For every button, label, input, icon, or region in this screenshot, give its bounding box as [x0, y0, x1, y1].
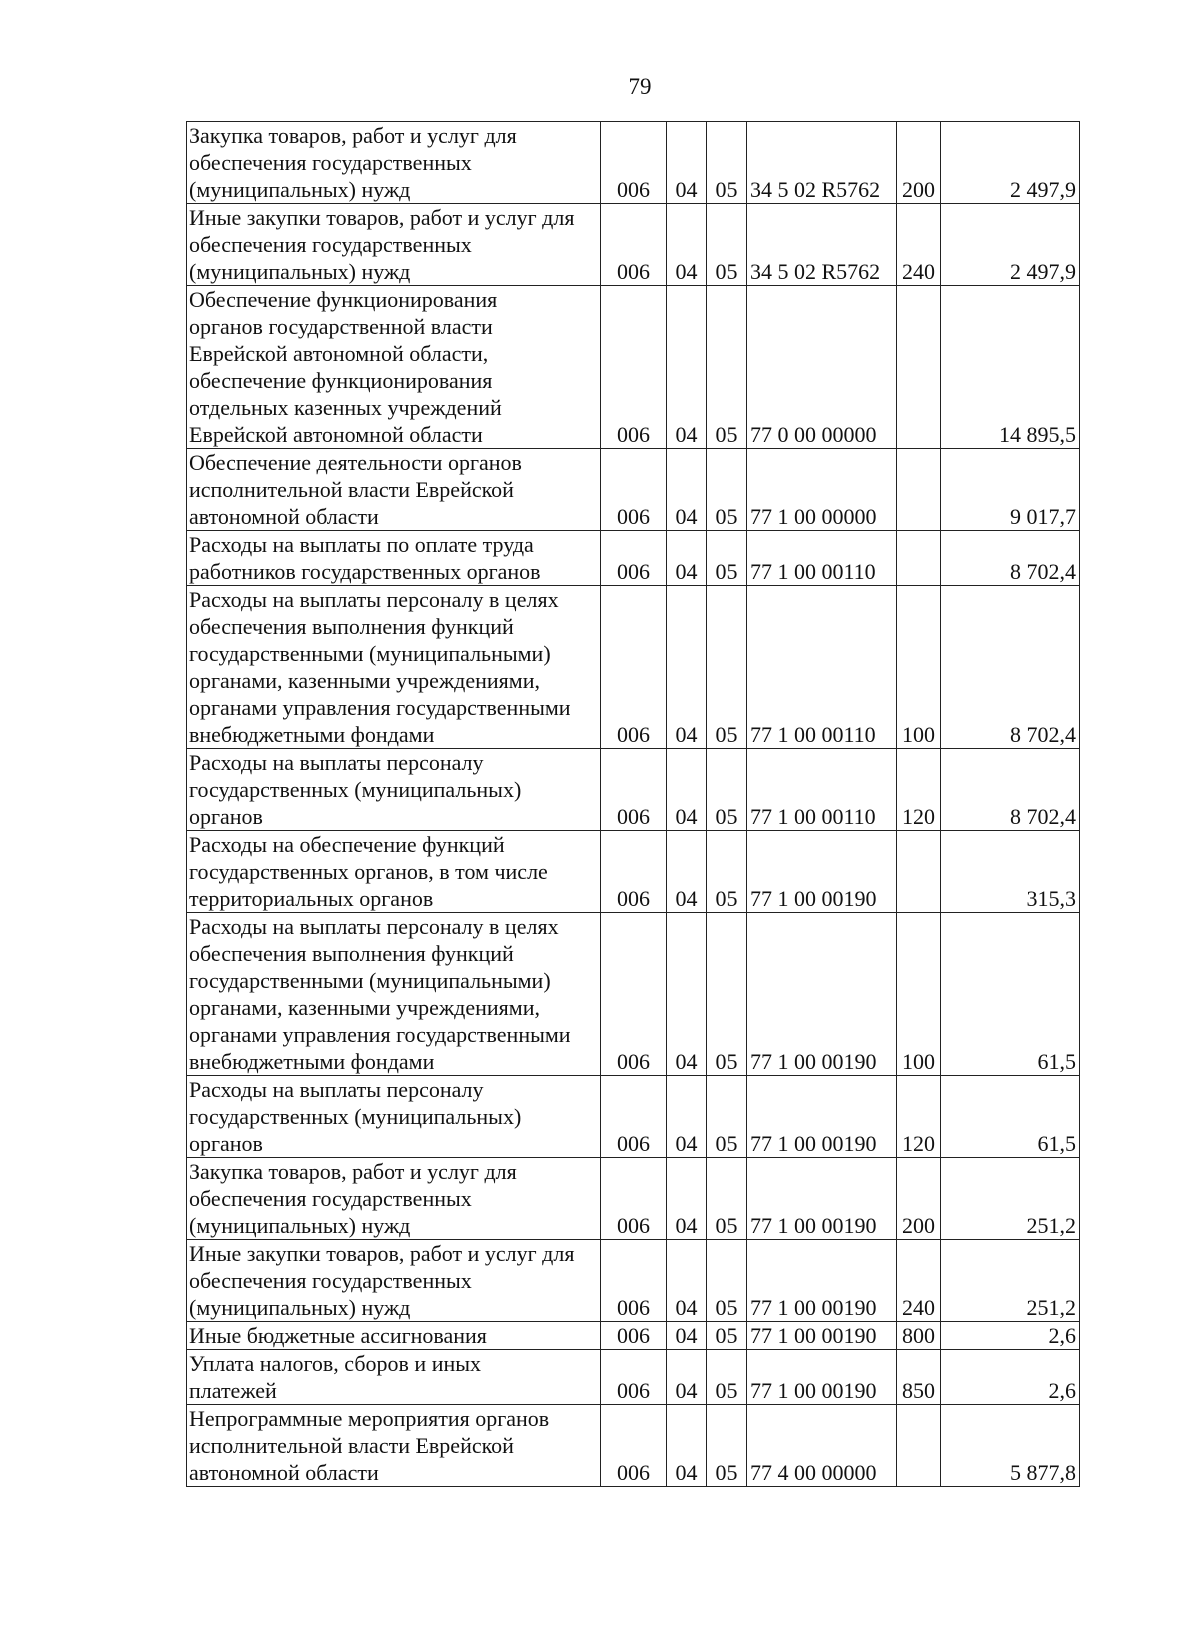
target-article-cell: 77 1 00 00190: [747, 1350, 897, 1405]
subsection-code-cell: 05: [707, 913, 747, 1076]
subsection-code-cell: 05: [707, 204, 747, 286]
item-name-line: Иные закупки товаров, работ и услуг для: [189, 1241, 575, 1266]
item-name-line: исполнительной власти Еврейской: [189, 477, 514, 502]
amount-cell: 2 497,9: [941, 204, 1080, 286]
ministry-code-cell: 006: [601, 749, 667, 831]
expense-type-cell: 100: [897, 913, 941, 1076]
item-name-cell: [187, 204, 601, 286]
table-row: [187, 1322, 1080, 1350]
item-name-cell: [187, 831, 601, 913]
expense-type-cell: 120: [897, 749, 941, 831]
item-name-cell: [187, 1076, 601, 1158]
section-code-cell: 04: [667, 1076, 707, 1158]
item-name-cell: [187, 1240, 601, 1322]
item-name-cell: [187, 286, 601, 449]
amount-cell: 8 702,4: [941, 586, 1080, 749]
table-row: [187, 831, 1080, 913]
item-name-line: внебюджетными фондами: [189, 722, 435, 747]
table-row: [187, 1158, 1080, 1240]
table-row: [187, 749, 1080, 831]
expense-type-cell: 200: [897, 122, 941, 204]
ministry-code-cell: 006: [601, 449, 667, 531]
table-row: [187, 1405, 1080, 1487]
ministry-code-cell: 006: [601, 1240, 667, 1322]
item-name-line: обеспечения государственных: [189, 150, 472, 175]
target-article-cell: 77 1 00 00190: [747, 1240, 897, 1322]
expense-type-cell: 240: [897, 1240, 941, 1322]
section-code-cell: 04: [667, 1158, 707, 1240]
ministry-code-cell: 006: [601, 831, 667, 913]
target-article-cell: 77 0 00 00000: [747, 286, 897, 449]
table-row: [187, 531, 1080, 586]
expense-type-cell: 100: [897, 586, 941, 749]
item-name-line: исполнительной власти Еврейской: [189, 1433, 514, 1458]
item-name-line: обеспечение функционирования: [189, 368, 493, 393]
item-name-line: Иные бюджетные ассигнования: [189, 1323, 487, 1348]
subsection-code-cell: 05: [707, 1240, 747, 1322]
item-name-line: (муниципальных) нужд: [189, 1213, 411, 1238]
item-name-line: обеспечения государственных: [189, 1186, 472, 1211]
target-article-cell: 77 1 00 00110: [747, 531, 897, 586]
subsection-code-cell: 05: [707, 286, 747, 449]
item-name-cell: [187, 1405, 601, 1487]
target-article-cell: 77 1 00 00110: [747, 586, 897, 749]
section-code-cell: 04: [667, 831, 707, 913]
section-code-cell: 04: [667, 122, 707, 204]
item-name-line: Расходы на выплаты по оплате труда: [189, 532, 534, 557]
expense-type-cell: [897, 286, 941, 449]
amount-cell: 14 895,5: [941, 286, 1080, 449]
target-article-cell: 77 1 00 00000: [747, 449, 897, 531]
table-row: [187, 1240, 1080, 1322]
budget-table: [186, 121, 1080, 1487]
table-row: [187, 286, 1080, 449]
item-name-cell: [187, 531, 601, 586]
amount-cell: 2,6: [941, 1322, 1080, 1350]
subsection-code-cell: 05: [707, 1322, 747, 1350]
item-name-cell: [187, 1158, 601, 1240]
target-article-cell: 77 1 00 00190: [747, 1158, 897, 1240]
target-article-cell: 77 4 00 00000: [747, 1405, 897, 1487]
target-article-cell: 77 1 00 00190: [747, 831, 897, 913]
item-name-line: Уплата налогов, сборов и иных: [189, 1351, 482, 1376]
item-name-line: органами управления государственными: [189, 695, 571, 720]
ministry-code-cell: 006: [601, 1158, 667, 1240]
amount-cell: 8 702,4: [941, 749, 1080, 831]
ministry-code-cell: 006: [601, 204, 667, 286]
ministry-code-cell: 006: [601, 122, 667, 204]
table-row: [187, 913, 1080, 1076]
item-name-line: государственными (муниципальными): [189, 641, 551, 666]
section-code-cell: 04: [667, 204, 707, 286]
subsection-code-cell: 05: [707, 122, 747, 204]
target-article-cell: 34 5 02 R5762: [747, 204, 897, 286]
section-code-cell: 04: [667, 913, 707, 1076]
item-name-line: государственными (муниципальными): [189, 968, 551, 993]
item-name-line: Обеспечение функционирования: [189, 287, 498, 312]
item-name-cell: [187, 1322, 601, 1350]
table-row: [187, 1350, 1080, 1405]
item-name-line: (муниципальных) нужд: [189, 259, 411, 284]
item-name-cell: [187, 122, 601, 204]
item-name-line: органов: [189, 804, 263, 829]
target-article-cell: 77 1 00 00190: [747, 1076, 897, 1158]
subsection-code-cell: 05: [707, 1158, 747, 1240]
ministry-code-cell: 006: [601, 1405, 667, 1487]
subsection-code-cell: 05: [707, 749, 747, 831]
section-code-cell: 04: [667, 749, 707, 831]
subsection-code-cell: 05: [707, 1350, 747, 1405]
subsection-code-cell: 05: [707, 831, 747, 913]
item-name-line: Еврейской автономной области,: [189, 341, 489, 366]
target-article-cell: 34 5 02 R5762: [747, 122, 897, 204]
item-name-line: Расходы на обеспечение функций: [189, 832, 505, 857]
ministry-code-cell: 006: [601, 531, 667, 586]
subsection-code-cell: 05: [707, 449, 747, 531]
expense-type-cell: 800: [897, 1322, 941, 1350]
section-code-cell: 04: [667, 286, 707, 449]
expense-type-cell: 200: [897, 1158, 941, 1240]
section-code-cell: 04: [667, 449, 707, 531]
item-name-line: отдельных казенных учреждений: [189, 395, 502, 420]
ministry-code-cell: 006: [601, 913, 667, 1076]
item-name-line: (муниципальных) нужд: [189, 1295, 411, 1320]
expense-type-cell: [897, 449, 941, 531]
item-name-line: обеспечения выполнения функций: [189, 614, 514, 639]
item-name-cell: [187, 586, 601, 749]
item-name-line: государственных (муниципальных): [189, 1104, 522, 1129]
amount-cell: 9 017,7: [941, 449, 1080, 531]
amount-cell: 5 877,8: [941, 1405, 1080, 1487]
item-name-line: Еврейской автономной области: [189, 422, 483, 447]
section-code-cell: 04: [667, 586, 707, 749]
item-name-line: государственных органов, в том числе: [189, 859, 548, 884]
expense-type-cell: 850: [897, 1350, 941, 1405]
table-row: [187, 122, 1080, 204]
item-name-line: автономной области: [189, 504, 379, 529]
item-name-line: Непрограммные мероприятия органов: [189, 1406, 550, 1431]
item-name-line: органами, казенными учреждениями,: [189, 668, 540, 693]
section-code-cell: 04: [667, 1405, 707, 1487]
ministry-code-cell: 006: [601, 286, 667, 449]
item-name-cell: [187, 1350, 601, 1405]
item-name-line: Расходы на выплаты персоналу: [189, 750, 484, 775]
amount-cell: 61,5: [941, 913, 1080, 1076]
item-name-line: территориальных органов: [189, 886, 434, 911]
item-name-line: платежей: [189, 1378, 277, 1403]
table-row: [187, 449, 1080, 531]
item-name-cell: [187, 913, 601, 1076]
item-name-line: работников государственных органов: [189, 559, 541, 584]
subsection-code-cell: 05: [707, 586, 747, 749]
item-name-line: государственных (муниципальных): [189, 777, 522, 802]
item-name-line: (муниципальных) нужд: [189, 177, 411, 202]
item-name-line: органами, казенными учреждениями,: [189, 995, 540, 1020]
subsection-code-cell: 05: [707, 531, 747, 586]
item-name-cell: [187, 749, 601, 831]
amount-cell: 251,2: [941, 1158, 1080, 1240]
table-body: [187, 122, 1080, 1487]
item-name-line: обеспечения выполнения функций: [189, 941, 514, 966]
amount-cell: 315,3: [941, 831, 1080, 913]
item-name-line: автономной области: [189, 1460, 379, 1485]
target-article-cell: 77 1 00 00190: [747, 1322, 897, 1350]
section-code-cell: 04: [667, 1322, 707, 1350]
amount-cell: 251,2: [941, 1240, 1080, 1322]
item-name-line: Расходы на выплаты персоналу в целях: [189, 587, 559, 612]
expense-type-cell: 240: [897, 204, 941, 286]
item-name-cell: [187, 449, 601, 531]
ministry-code-cell: 006: [601, 586, 667, 749]
table-row: [187, 1076, 1080, 1158]
ministry-code-cell: 006: [601, 1322, 667, 1350]
item-name-line: Закупка товаров, работ и услуг для: [189, 123, 517, 148]
table-row: [187, 204, 1080, 286]
target-article-cell: 77 1 00 00110: [747, 749, 897, 831]
item-name-line: Расходы на выплаты персоналу в целях: [189, 914, 559, 939]
page-number: 79: [628, 74, 652, 99]
expense-type-cell: [897, 1405, 941, 1487]
item-name-line: обеспечения государственных: [189, 1268, 472, 1293]
item-name-line: обеспечения государственных: [189, 232, 472, 257]
item-name-line: Иные закупки товаров, работ и услуг для: [189, 205, 575, 230]
amount-cell: 2,6: [941, 1350, 1080, 1405]
subsection-code-cell: 05: [707, 1405, 747, 1487]
expense-type-cell: 120: [897, 1076, 941, 1158]
item-name-line: Расходы на выплаты персоналу: [189, 1077, 484, 1102]
amount-cell: 61,5: [941, 1076, 1080, 1158]
section-code-cell: 04: [667, 531, 707, 586]
amount-cell: 2 497,9: [941, 122, 1080, 204]
item-name-line: внебюджетными фондами: [189, 1049, 435, 1074]
item-name-line: Обеспечение деятельности органов: [189, 450, 522, 475]
section-code-cell: 04: [667, 1350, 707, 1405]
table-row: [187, 586, 1080, 749]
expense-type-cell: [897, 831, 941, 913]
ministry-code-cell: 006: [601, 1076, 667, 1158]
ministry-code-cell: 006: [601, 1350, 667, 1405]
item-name-line: органов: [189, 1131, 263, 1156]
section-code-cell: 04: [667, 1240, 707, 1322]
amount-cell: 8 702,4: [941, 531, 1080, 586]
item-name-line: Закупка товаров, работ и услуг для: [189, 1159, 517, 1184]
item-name-line: органов государственной власти: [189, 314, 493, 339]
subsection-code-cell: 05: [707, 1076, 747, 1158]
item-name-line: органами управления государственными: [189, 1022, 571, 1047]
expense-type-cell: [897, 531, 941, 586]
target-article-cell: 77 1 00 00190: [747, 913, 897, 1076]
